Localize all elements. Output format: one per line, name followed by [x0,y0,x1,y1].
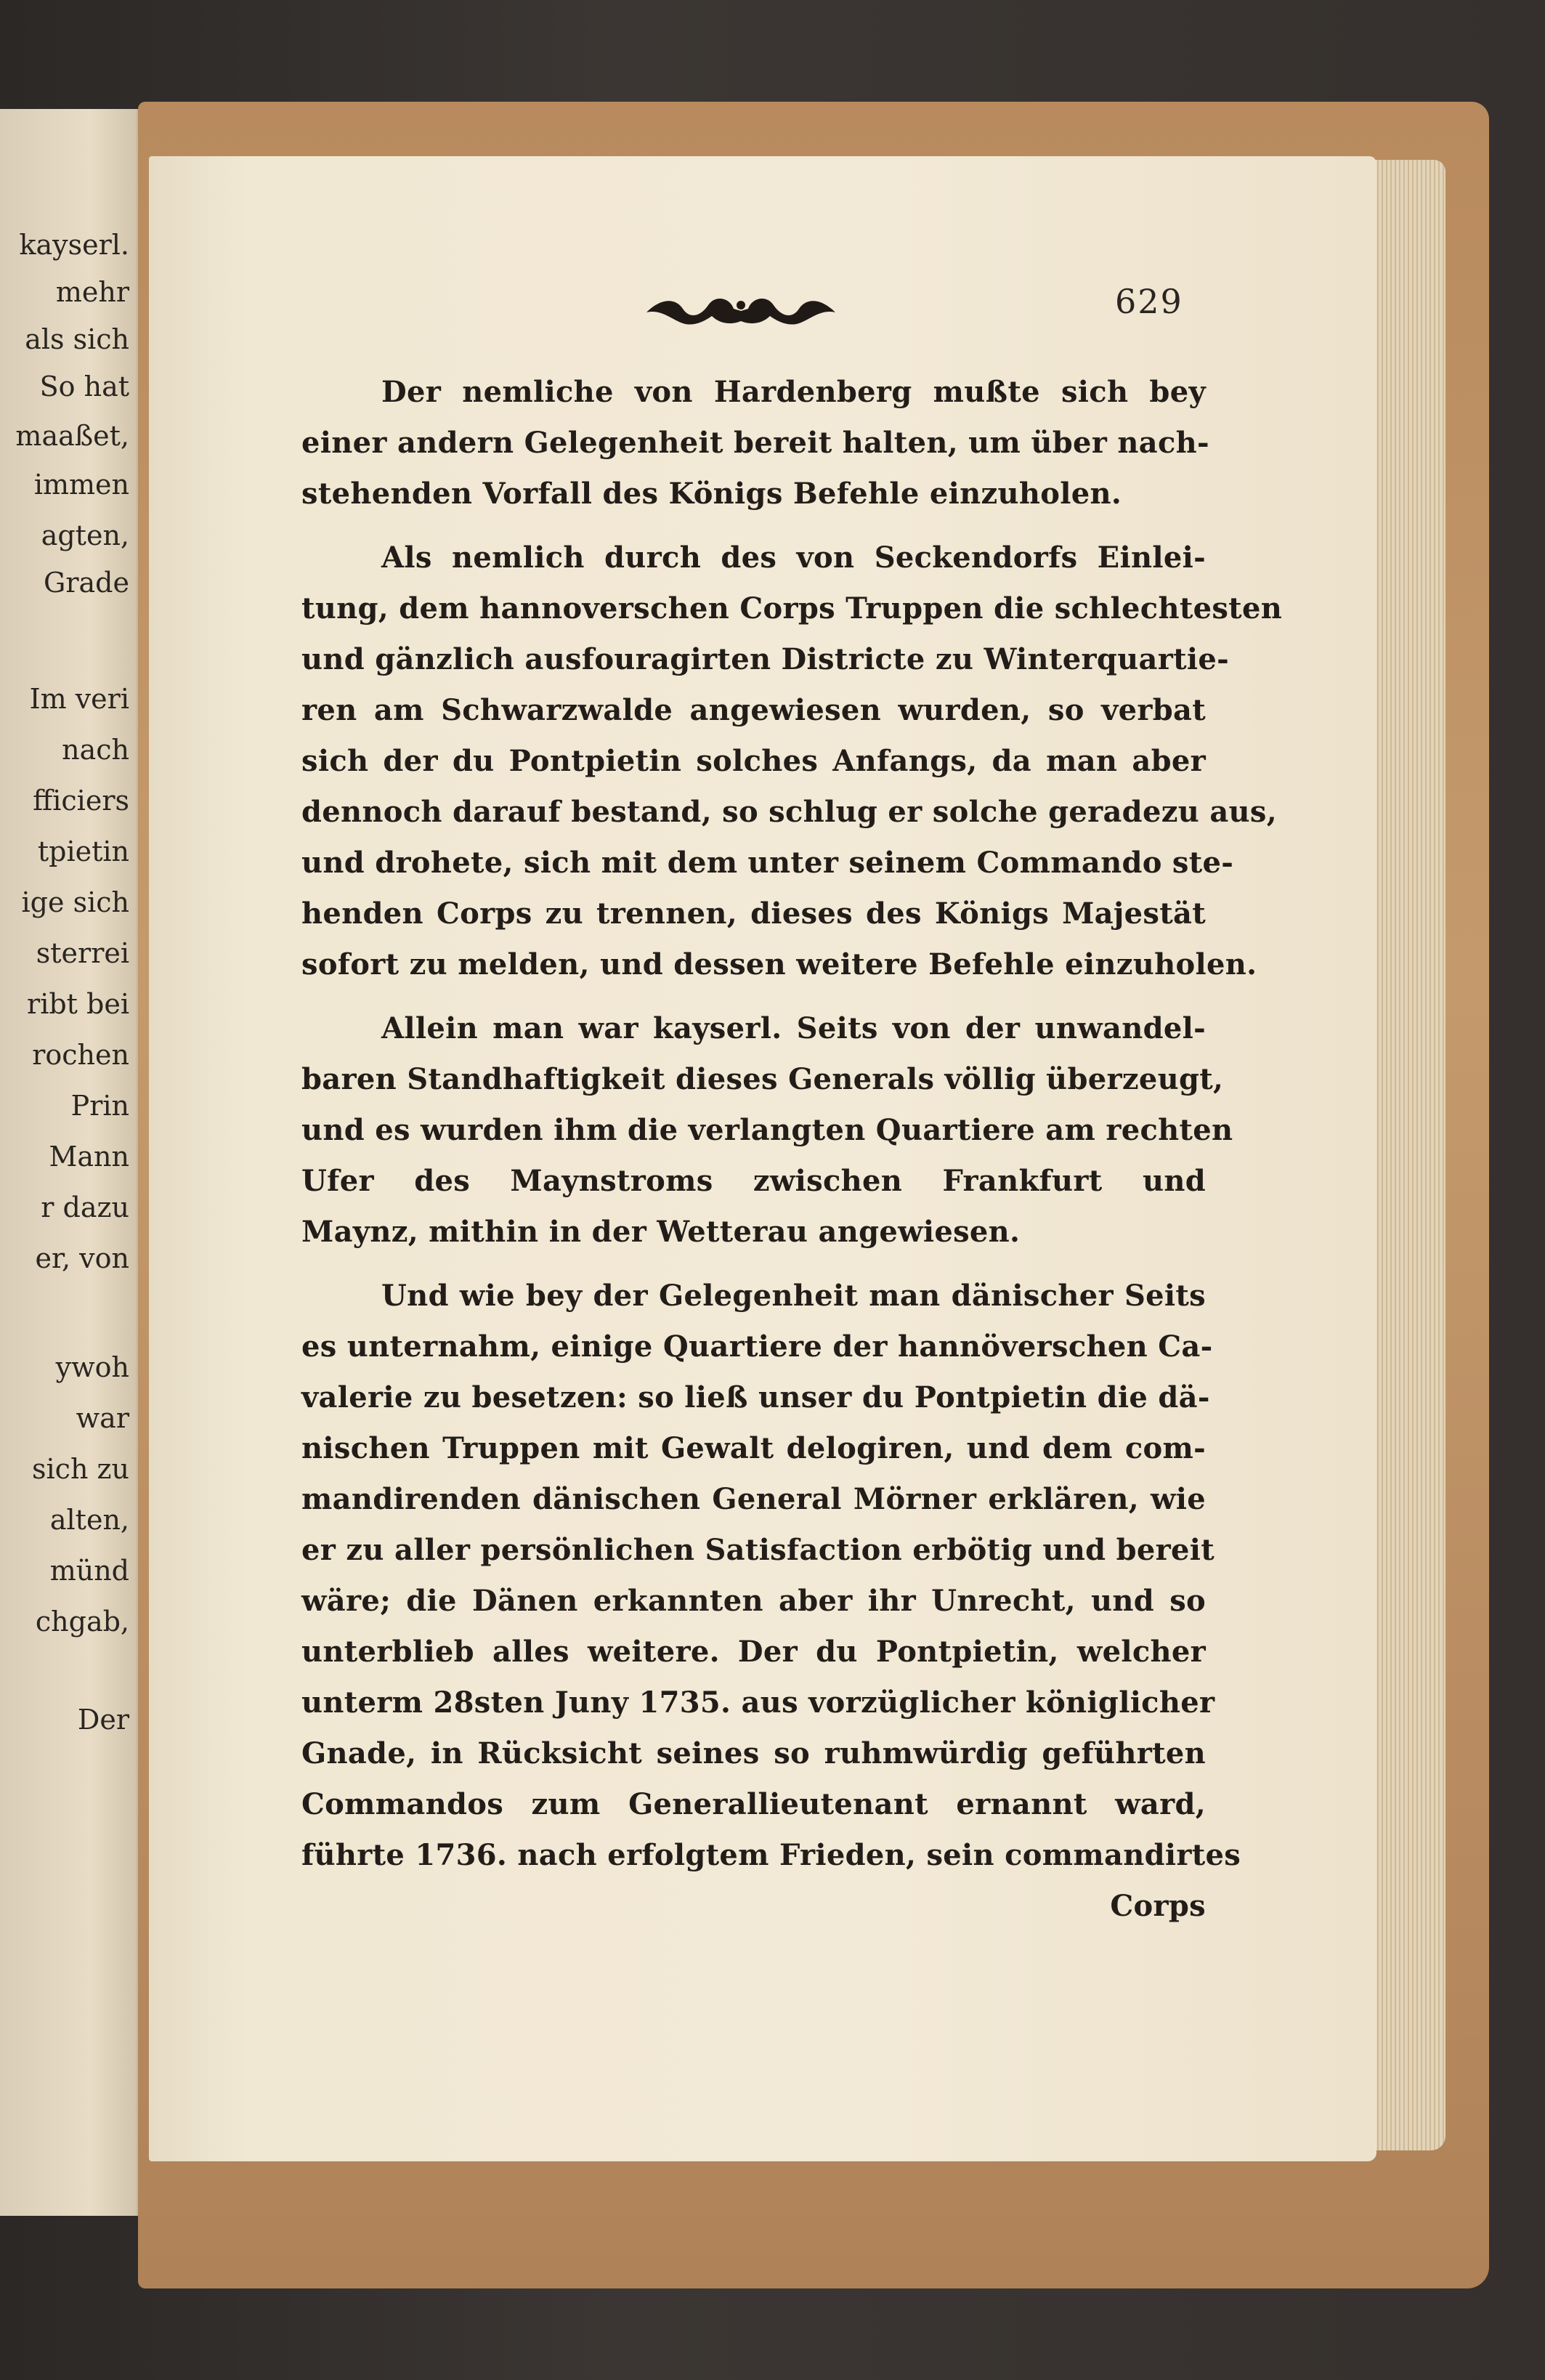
left-page-fragment: Der [77,1704,129,1736]
left-page-fragment: immen [33,469,129,501]
paragraph-gap [301,990,1206,1003]
text-line: stehenden Vorfall des Königs Befehle einzuholen. [301,477,1122,511]
left-page-fragment: nach [62,734,129,766]
left-page-fragment: Mann [49,1141,129,1173]
left-page-fragment: sich zu [32,1453,129,1485]
page-number: 629 [1115,282,1183,321]
left-page-fragment: münd [49,1555,129,1587]
text-line: es unternahm, einige Quartiere der hannöverschen Ca- [301,1329,1213,1364]
left-page-fragment: fficiers [33,785,129,817]
text-line: Allein man war kayserl. Seits von der unwandel- [381,1011,1206,1045]
text-line: er zu aller persönlichen Satisfaction erbötig und bereit [301,1533,1215,1567]
text-line: Maynz, mithin in der Wetterau angewiesen. [301,1215,1021,1249]
body-text [301,367,1283,1932]
text-line: Commandos zum Generallieutenant ernannt ward, [301,1787,1206,1821]
text-line: henden Corps zu trennen, dieses des Königs Majestät [301,896,1206,931]
text-line: und gänzlich ausfouragirten Districte zu Winterquartie- [301,642,1229,676]
text-line: unterblieb alles weitere. Der du Pontpietin, welcher [301,1635,1206,1669]
text-line: führte 1736. nach erfolgtem Frieden, sein commandirtes [301,1838,1241,1872]
text-line: ren am Schwarzwalde angewiesen wurden, so verbat [301,693,1206,727]
paragraph [301,533,1283,990]
text-line: Und wie bey der Gelegenheit man dänischer Seits [381,1279,1206,1313]
text-line: nischen Truppen mit Gewalt delogiren, und dem com- [301,1431,1206,1465]
left-page-fragment: sterrei [36,937,129,969]
left-page-fragment: chgab, [35,1606,129,1638]
paragraph [301,1003,1233,1258]
text-line: Als nemlich durch des von Seckendorfs Einlei- [381,541,1206,575]
left-page-fragment: er, von [35,1242,129,1274]
text-line: mandirenden dänischen General Mörner erklären, wie [301,1482,1206,1516]
page-edges [1366,160,1445,2150]
left-page-fragment: mehr [55,276,129,308]
text-line: Gnade, in Rücksicht seines so ruhmwürdig geführten [301,1736,1206,1770]
left-page-fragment: Prin [70,1090,129,1122]
left-page-fragment: als sich [25,323,129,355]
text-line: einer andern Gelegenheit bereit halten, um über nach- [301,426,1209,460]
left-page-fragment: agten, [41,519,129,551]
left-page-fragment: maaßet, [15,420,129,452]
left-page-fragment: ribt bei [27,988,129,1020]
left-adjacent-page [0,109,151,2216]
text-line: dennoch darauf bestand, so schlug er solche geradezu aus, [301,795,1277,829]
paragraph [301,1271,1241,1881]
text-line: tung, dem hannoverschen Corps Truppen die schlechtesten [301,591,1283,626]
text-line: baren Standhaftigkeit dieses Generals völlig überzeugt, [301,1062,1224,1096]
left-page-fragment: tpietin [37,835,129,867]
text-line: Ufer des Maynstroms zwischen Frankfurt und [301,1164,1206,1198]
text-line: Der nemliche von Hardenberg mußte sich bey [381,375,1206,409]
text-line: sofort zu melden, und dessen weitere Befehle einzuholen. [301,947,1257,981]
vine-ornament-icon [639,283,843,334]
paragraph-gap [301,1258,1206,1271]
text-line: sich der du Pontpietin solches Anfangs, da man aber [301,744,1206,778]
left-page-fragment: kayserl. [19,229,129,261]
catchword: Corps [1110,1889,1206,1923]
text-line: und drohete, sich mit dem unter seinem Commando ste- [301,846,1234,880]
left-page-fragment: Grade [44,567,129,599]
left-page-fragment: r dazu [41,1191,129,1223]
left-page-fragment: rochen [32,1039,129,1071]
left-page-fragment: alten, [49,1504,129,1536]
left-page-fragment: So hat [39,371,129,402]
text-line: unterm 28sten Juny 1735. aus vorzüglicher königlicher [301,1685,1215,1720]
paragraph-gap [301,519,1206,533]
left-page-fragment: ywoh [55,1351,129,1383]
text-line: valerie zu besetzen: so ließ unser du Pontpietin die dä- [301,1380,1210,1414]
left-page-fragment: ige sich [21,886,129,918]
paragraph [301,367,1209,519]
left-page-fragment: Im veri [29,683,129,715]
left-page-fragment: war [76,1402,129,1434]
text-line: und es wurden ihm die verlangten Quartiere am rechten [301,1113,1233,1147]
text-line: wäre; die Dänen erkannten aber ihr Unrecht, und so [301,1584,1206,1618]
